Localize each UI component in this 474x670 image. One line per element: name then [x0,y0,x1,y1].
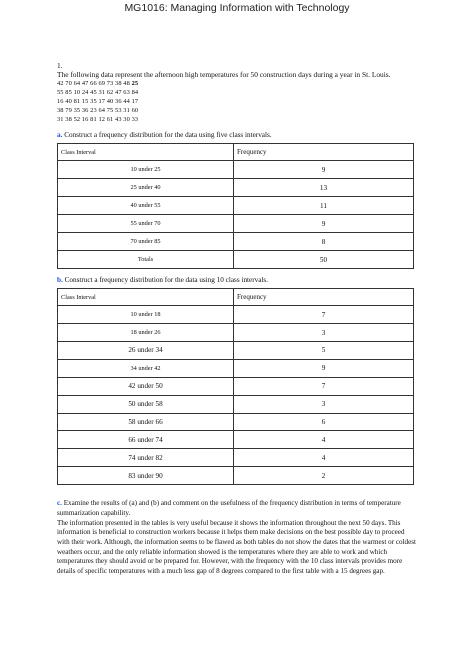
part-b-prompt [57,276,415,285]
part-c-answer: The information presented in the tables is very useful because it shows the information throughout the next 50 days. This information is beneficial to construction workers because it helps them make decisions on the best possible day to proceed with their work. Although, the information seems to be flawed as both tables do not show the dates that the warmest or coldest weathers occur, and the only reliable information showed is the temperatures where they are able to work and which temperatures they should avoid or be prepared for. However, with the frequency with the 10 class intervals provides more details of specific temperatures with a much less gap of 8 degrees compared to the first table with a 15 degrees gap. [57,518,416,576]
table-row [58,395,414,413]
frequency-cell: 6 [234,413,414,431]
part-a-label: a. [57,131,63,140]
frequency-cell: 3 [234,395,414,413]
interval-cell: 40 under 55 [58,197,234,215]
data-line: 38 79 35 36 23 64 75 53 31 60 [57,107,139,115]
frequency-cell: 7 [234,377,414,395]
column-header-interval: Class Interval [58,289,234,306]
page-header: MG1016: Managing Information with Technology [124,2,350,14]
frequency-cell: 9 [234,359,414,377]
part-b-text: Construct a frequency distribution for the data using 10 class intervals. [64,276,268,285]
part-c-prompt [57,499,417,518]
data-line: 42 70 64 47 66 69 73 38 48 25 [57,80,139,88]
table-row [58,341,414,359]
interval-cell: 10 under 18 [58,306,234,324]
interval-cell: 25 under 40 [58,179,234,197]
table-row [58,197,414,215]
table-row [58,324,414,342]
interval-cell: 83 under 90 [58,467,234,485]
frequency-cell: 2 [234,467,414,485]
document-body [57,57,415,577]
interval-cell: 66 under 74 [58,431,234,449]
table-header-row [58,289,414,306]
table-row [58,377,414,395]
frequency-cell: 8 [234,233,414,251]
interval-cell: 18 under 26 [58,324,234,342]
table-row [58,431,414,449]
data-line: 16 40 81 15 35 17 40 36 44 17 [57,98,139,106]
frequency-cell: 9 [234,215,414,233]
frequency-cell: 4 [234,449,414,467]
raw-data-block [57,79,415,124]
part-a-text: Construct a frequency distribution for the data using five class intervals. [64,131,272,140]
column-header-frequency: Frequency [234,289,414,306]
interval-cell: 74 under 82 [58,449,234,467]
interval-cell: 10 under 25 [58,161,234,179]
data-line: 55 85 10 24 45 31 62 47 63 84 [57,89,139,97]
table-row [58,359,414,377]
totals-value: 50 [234,251,414,269]
table-row [58,413,414,431]
question-intro: The following data represent the afternoon high temperatures for 50 construction days during a year in St. Louis. [57,70,391,79]
interval-cell: 42 under 50 [58,377,234,395]
frequency-cell: 7 [234,306,414,324]
interval-cell: 70 under 85 [58,233,234,251]
frequency-cell: 4 [234,431,414,449]
table-row [58,449,414,467]
data-line: 31 38 52 16 81 12 61 43 30 33 [57,116,139,124]
part-a-prompt [57,131,415,140]
part-b-label: b. [57,276,63,285]
frequency-cell: 11 [234,197,414,215]
frequency-cell: 9 [234,161,414,179]
column-header-interval: Class Interval [58,144,234,161]
interval-cell: 58 under 66 [58,413,234,431]
part-c-label: c. [57,499,62,508]
table-row [58,306,414,324]
frequency-cell: 3 [234,324,414,342]
table-header-row [58,144,414,161]
column-header-frequency: Frequency [234,144,414,161]
table-row [58,161,414,179]
table-row [58,233,414,251]
frequency-table-ten-classes [57,288,414,485]
frequency-table-five-classes [57,143,414,269]
totals-row [58,251,414,269]
question-number: 1. [57,61,63,70]
part-c-text: Examine the results of (a) and (b) and comment on the usefulness of the frequency distribution in terms of temperature summarization capability. [57,499,401,517]
interval-cell: 34 under 42 [58,359,234,377]
interval-cell: 50 under 58 [58,395,234,413]
interval-cell: 26 under 34 [58,341,234,359]
interval-cell: 55 under 70 [58,215,234,233]
table-row [58,179,414,197]
table-row [58,215,414,233]
table-row [58,467,414,485]
frequency-cell: 13 [234,179,414,197]
frequency-cell: 5 [234,341,414,359]
totals-label: Totals [58,251,234,269]
